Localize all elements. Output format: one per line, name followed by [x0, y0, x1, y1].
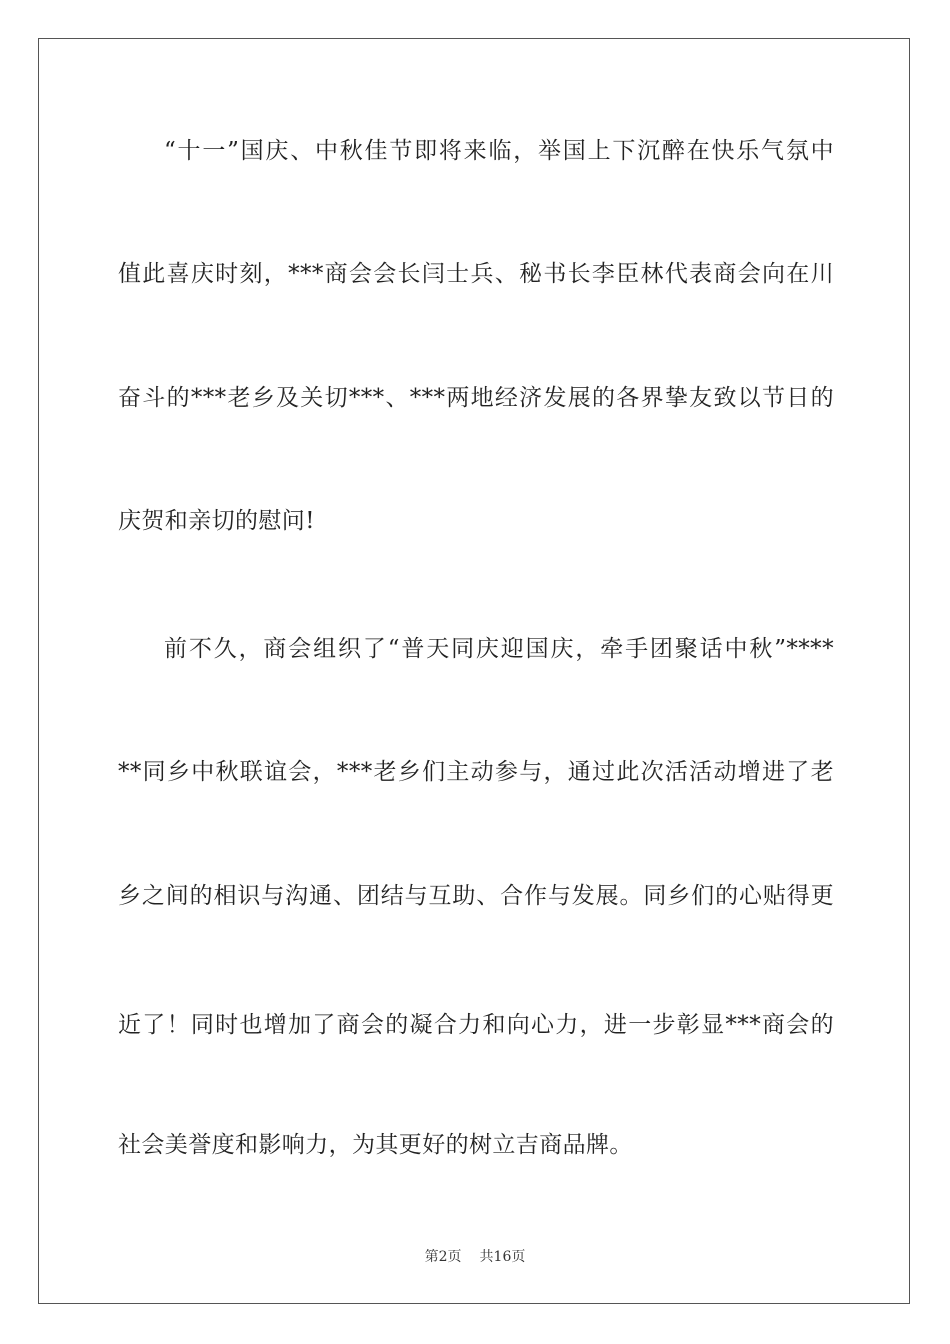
paragraph-2-line-5: 社会美誉度和影响力，为其更好的树立吉商品牌。	[118, 1132, 633, 1158]
paragraph-2-line-1: 前不久，商会组织了“普天同庆迎国庆，牵手团聚话中秋”****	[164, 636, 834, 662]
page-border	[38, 38, 910, 1304]
paragraph-1-line-4: 庆贺和亲切的慰问!	[118, 508, 315, 534]
page-number: 第2页	[424, 1249, 462, 1265]
page-total: 共16页	[479, 1249, 526, 1265]
paragraph-2-line-2: **同乡中秋联谊会，***老乡们主动参与，通过此次活活动增进了老	[118, 759, 834, 785]
paragraph-1-line-3: 奋斗的***老乡及关切***、***两地经济发展的各界挚友致以节日的	[118, 385, 834, 411]
page-footer	[0, 1248, 950, 1266]
paragraph-1-line-1: “十一”国庆、中秋佳节即将来临，举国上下沉醉在快乐气氛中	[164, 138, 834, 164]
paragraph-2-line-4: 近了！同时也增加了商会的凝合力和向心力，进一步彰显***商会的	[118, 1012, 834, 1038]
paragraph-2-line-3: 乡之间的相识与沟通、团结与互助、合作与发展。同乡们的心贴得更	[118, 883, 834, 909]
paragraph-1-line-2: 值此喜庆时刻，***商会会长闫士兵、秘书长李臣林代表商会向在川	[118, 261, 834, 287]
